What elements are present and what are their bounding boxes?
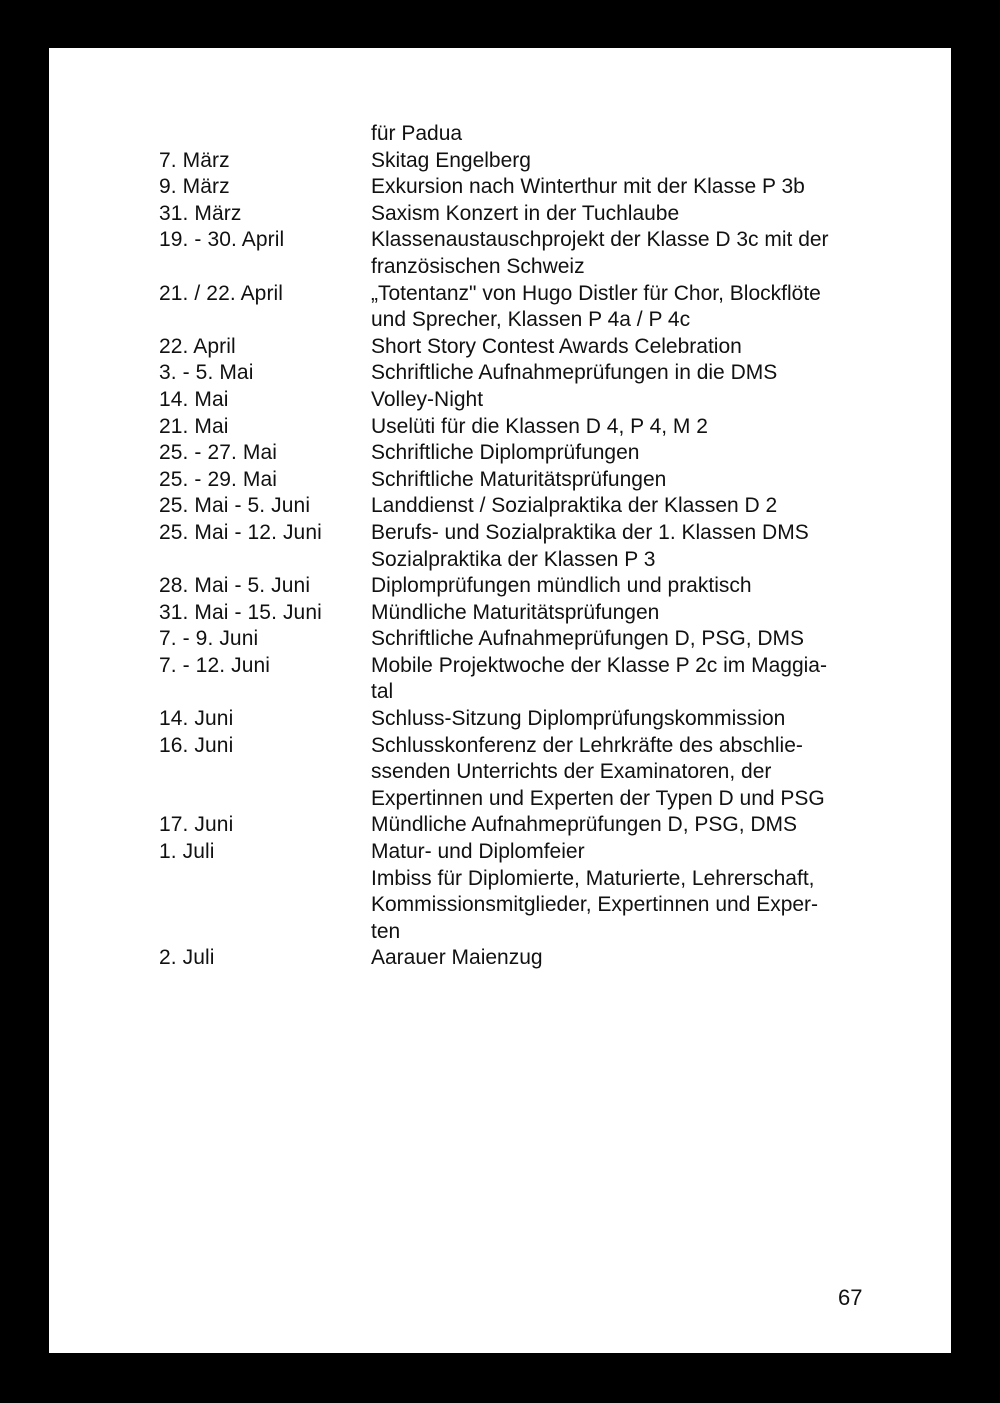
entry-date: 22. April <box>159 334 236 358</box>
schedule-entry <box>159 653 879 706</box>
entry-event <box>371 227 879 280</box>
event-line: ssenden Unterrichts der Examinatoren, der <box>371 760 772 784</box>
schedule-entry <box>159 121 879 148</box>
entry-event <box>371 493 879 520</box>
event-line: „Totentanz" von Hugo Distler für Chor, Blockflöte <box>371 281 821 305</box>
entry-event <box>371 520 879 573</box>
schedule-entry <box>159 626 879 653</box>
schedule-entry <box>159 201 879 228</box>
entry-date: 3. - 5. Mai <box>159 361 254 385</box>
entry-event <box>371 174 879 201</box>
event-line: Schriftliche Aufnahmeprüfungen in die DMS <box>371 361 778 385</box>
schedule-entry <box>159 174 879 201</box>
schedule-entry <box>159 945 879 972</box>
event-line: Berufs- und Sozialpraktika der 1. Klassen DMS <box>371 520 809 544</box>
schedule-entry <box>159 360 879 387</box>
event-line: Landdienst / Sozialpraktika der Klassen D 2 <box>371 494 778 518</box>
event-line: Sozialpraktika der Klassen P 3 <box>371 547 656 571</box>
schedule-entry <box>159 148 879 175</box>
schedule-entry <box>159 812 879 839</box>
entry-event <box>371 573 879 600</box>
entry-date: 7. März <box>159 148 230 172</box>
entry-event <box>371 440 879 467</box>
event-line: Schriftliche Maturitätsprüfungen <box>371 467 667 491</box>
entry-event <box>371 414 879 441</box>
event-line: für Padua <box>371 122 463 145</box>
entry-date: 19. - 30. April <box>159 228 285 252</box>
event-line: Saxism Konzert in der Tuchlaube <box>371 201 680 225</box>
document-page <box>49 48 951 1353</box>
entry-date: 25. Mai - 12. Juni <box>159 520 322 544</box>
entry-event <box>371 360 879 387</box>
entry-event <box>371 600 879 627</box>
entry-date: 28. Mai - 5. Juni <box>159 574 311 598</box>
entry-date: 16. Juni <box>159 733 234 757</box>
entry-event <box>371 201 879 228</box>
schedule-entry <box>159 600 879 627</box>
event-line: und Sprecher, Klassen P 4a / P 4c <box>371 308 691 332</box>
entry-date: 25. Mai - 5. Juni <box>159 494 311 518</box>
event-line: Short Story Contest Awards Celebration <box>371 334 742 358</box>
entry-date: 14. Mai <box>159 387 229 411</box>
event-line: Klassenaustauschprojekt der Klasse D 3c mit der <box>371 228 829 252</box>
schedule-entry <box>159 387 879 414</box>
entry-date: 1. Juli <box>159 840 215 864</box>
event-line: tal <box>371 680 394 704</box>
entry-date: 31. Mai - 15. Juni <box>159 600 322 624</box>
entry-event <box>371 387 879 414</box>
entry-event <box>371 839 879 945</box>
entry-date: 25. - 27. Mai <box>159 441 278 465</box>
entry-date: 9. März <box>159 175 230 199</box>
schedule-entry <box>159 706 879 733</box>
event-line: Expertinnen und Experten der Typen D und PSG <box>371 786 825 810</box>
page-number: 67 <box>838 1285 863 1310</box>
event-line: Aarauer Maienzug <box>371 946 543 970</box>
event-line: Mobile Projektwoche der Klasse P 2c im Maggia- <box>371 653 827 677</box>
entry-event <box>371 334 879 361</box>
event-line: Uselüti für die Klassen D 4, P 4, M 2 <box>371 414 708 438</box>
entry-event <box>371 945 879 972</box>
entry-event <box>371 812 879 839</box>
event-line: französischen Schweiz <box>371 254 585 278</box>
entry-event <box>371 148 879 175</box>
entry-date: 21. Mai <box>159 414 229 438</box>
event-line: Diplomprüfungen mündlich und praktisch <box>371 574 752 598</box>
entry-event <box>371 281 879 334</box>
entry-event <box>371 467 879 494</box>
event-line: Schlusskonferenz der Lehrkräfte des abschlie- <box>371 733 803 757</box>
event-line: ten <box>371 919 401 943</box>
schedule-entry <box>159 573 879 600</box>
event-line: Imbiss für Diplomierte, Maturierte, Lehrerschaft, <box>371 866 815 890</box>
event-line: Skitag Engelberg <box>371 148 531 172</box>
schedule-list <box>159 121 879 972</box>
entry-date: 21. / 22. April <box>159 281 284 305</box>
schedule-entry <box>159 334 879 361</box>
schedule-entry <box>159 227 879 280</box>
schedule-entry <box>159 467 879 494</box>
entry-date: 25. - 29. Mai <box>159 467 278 491</box>
schedule-entry <box>159 493 879 520</box>
entry-event <box>371 733 879 813</box>
entry-event <box>371 706 879 733</box>
schedule-entry <box>159 414 879 441</box>
schedule-entry <box>159 839 879 945</box>
schedule-entry <box>159 281 879 334</box>
schedule-entry <box>159 440 879 467</box>
event-line: Matur- und Diplomfeier <box>371 840 585 864</box>
schedule-entry <box>159 733 879 813</box>
entry-date: 7. - 9. Juni <box>159 627 259 651</box>
entry-event <box>371 121 879 148</box>
entry-event <box>371 626 879 653</box>
event-line: Schriftliche Aufnahmeprüfungen D, PSG, DMS <box>371 627 805 651</box>
event-line: Mündliche Maturitätsprüfungen <box>371 600 660 624</box>
schedule-entry <box>159 520 879 573</box>
event-line: Mündliche Aufnahmeprüfungen D, PSG, DMS <box>371 813 798 837</box>
event-line: Kommissionsmitglieder, Expertinnen und Exper- <box>371 893 819 917</box>
event-line: Volley-Night <box>371 387 484 411</box>
event-line: Exkursion nach Winterthur mit der Klasse P 3b <box>371 175 805 199</box>
entry-date: 17. Juni <box>159 813 234 837</box>
entry-event <box>371 653 879 706</box>
entry-date: 14. Juni <box>159 707 234 731</box>
event-line: Schriftliche Diplomprüfungen <box>371 441 640 465</box>
entry-date: 31. März <box>159 201 242 225</box>
entry-date: 7. - 12. Juni <box>159 653 271 677</box>
entry-date: 2. Juli <box>159 946 215 970</box>
event-line: Schluss-Sitzung Diplomprüfungskommission <box>371 707 786 731</box>
